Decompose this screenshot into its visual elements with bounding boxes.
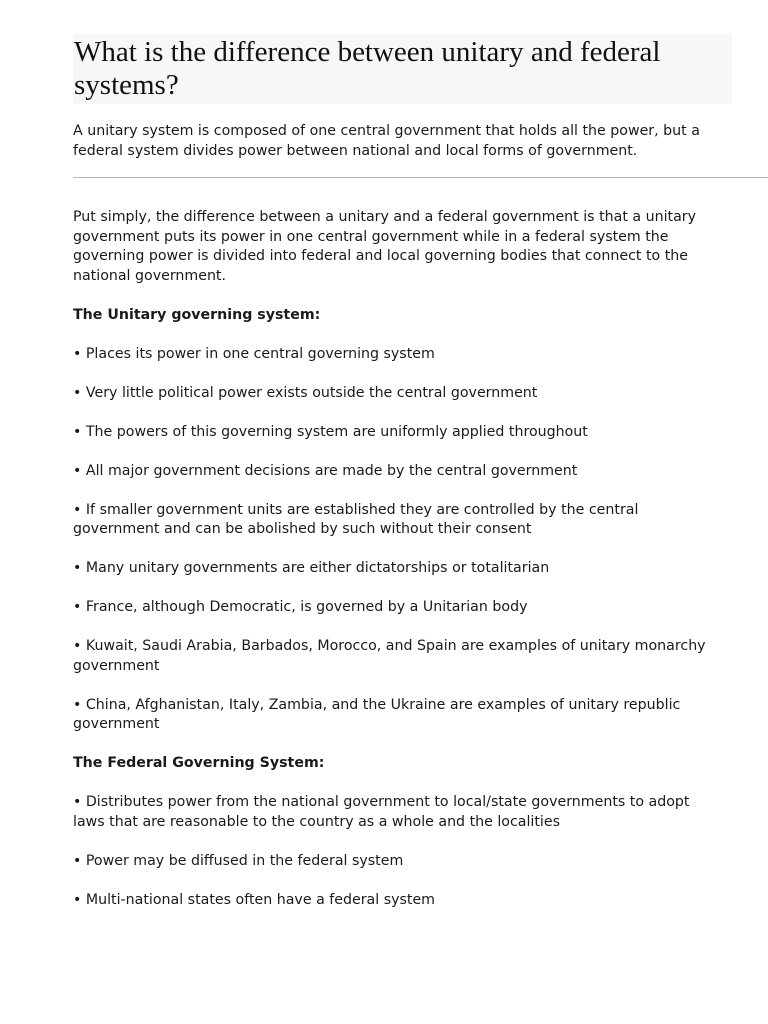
article-header	[73, 34, 733, 161]
unitary-heading: The Unitary governing system:	[73, 306, 321, 323]
intro-paragraph: Put simply, the difference between a unitary and a federal government is that a unitary government puts its power in one central government while in a federal system the governing power is divided into federal and local governing bodies that connect to the national government.	[73, 209, 697, 284]
summary-text: A unitary system is composed of one central government that holds all the power, but a federal system divides power between national and local forms of government.	[73, 123, 700, 159]
federal-heading: The Federal Governing System:	[73, 755, 325, 771]
unitary-point: • Places its power in one central governing system	[73, 345, 435, 362]
unitary-point: • Many unitary governments are either dictatorships or totalitarian	[73, 560, 550, 576]
title-box	[73, 34, 732, 104]
unitary-point: • All major government decisions are made by the central government	[73, 462, 578, 479]
federal-point: • Power may be diffused in the federal system	[73, 852, 404, 869]
unitary-point: • Kuwait, Saudi Arabia, Barbados, Morocco, and Spain are examples of unitary monarchy government	[73, 638, 706, 674]
federal-point: • Distributes power from the national government to local/state governments to adopt laws that are reasonable to the country as a whole and the localities	[73, 794, 690, 830]
divider	[73, 177, 768, 178]
unitary-point: • China, Afghanistan, Italy, Zambia, and the Ukraine are examples of unitary republic government	[73, 696, 681, 732]
unitary-point: • The powers of this governing system are uniformly applied throughout	[73, 423, 588, 440]
unitary-point: • France, although Democratic, is governed by a Unitarian body	[73, 599, 528, 615]
federal-point: • Multi-national states often have a federal system	[73, 891, 435, 908]
article-body	[73, 208, 723, 930]
unitary-point: • If smaller government units are established they are controlled by the central government and can be abolished by such without their consent	[73, 501, 639, 537]
page-title: What is the difference between unitary and federal systems?	[74, 36, 661, 101]
unitary-point: • Very little political power exists outside the central government	[73, 384, 538, 401]
